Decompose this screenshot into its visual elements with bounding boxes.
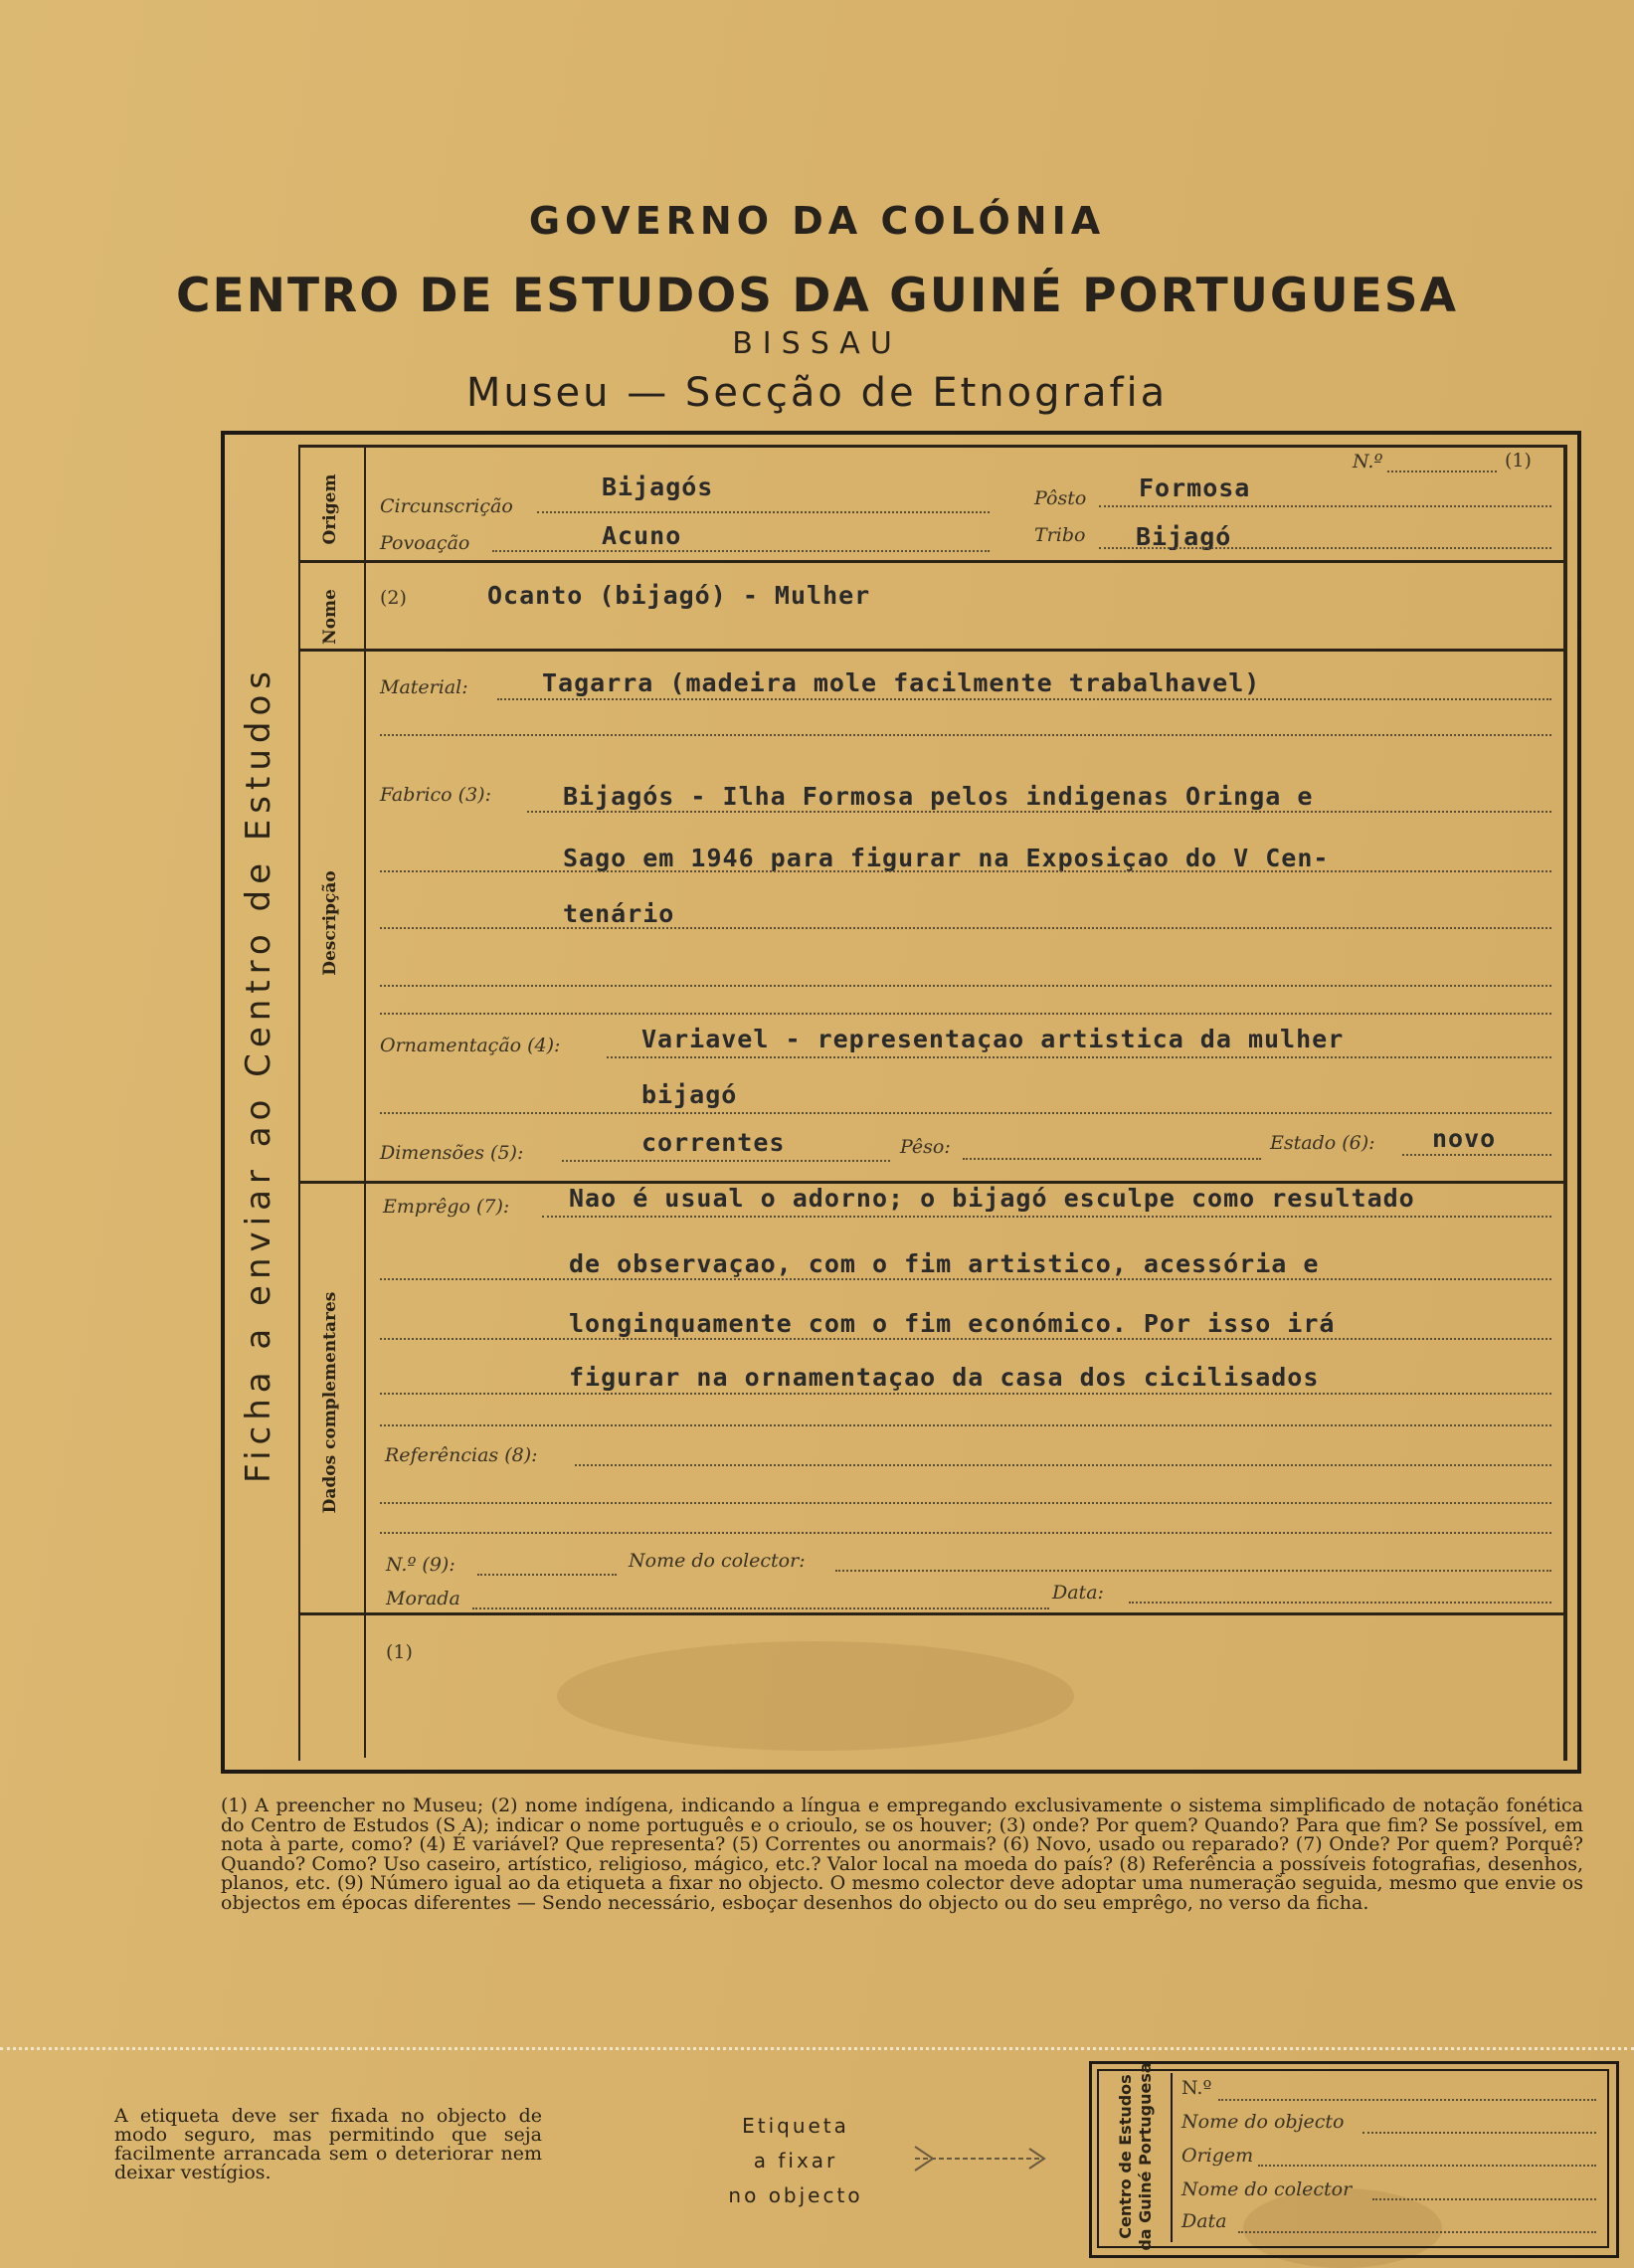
label-nome-colector-field[interactable]	[1372, 2198, 1596, 2200]
label-box-title-line-1: Centro de Estudos	[1116, 2074, 1135, 2239]
colector-field[interactable]	[835, 1570, 1551, 1572]
circunscricao-line	[537, 511, 990, 513]
nome-value[interactable]: Ocanto (bijagó) - Mulher	[487, 581, 871, 610]
ornamentacao-line-2[interactable]: bijagó	[641, 1080, 738, 1109]
label-origem-field[interactable]	[1258, 2165, 1596, 2167]
label-data: Data	[1181, 2210, 1227, 2232]
emprego-line-1[interactable]: Nao é usual o adorno; o bijagó esculpe como resultado	[569, 1184, 1415, 1213]
row-divider	[298, 560, 1565, 563]
emprego-line-4[interactable]: figurar na ornamentaçao da casa dos cicilisados	[569, 1363, 1320, 1392]
etiqueta-line-2: a fixar	[753, 2149, 838, 2173]
museum-note-mark: (1)	[386, 1641, 413, 1663]
peso-label: Pêso:	[900, 1136, 951, 1158]
tribo-line	[1099, 547, 1551, 549]
morada-label: Morada	[386, 1588, 460, 1609]
numero-field[interactable]	[1387, 471, 1497, 472]
section-label-dados: Dados complementares	[320, 1291, 340, 1514]
label-numero: N.º	[1181, 2077, 1212, 2099]
numero9-field[interactable]	[477, 1574, 617, 1576]
section-label-origem: Origem	[320, 473, 340, 545]
morada-field[interactable]	[472, 1607, 1049, 1609]
estado-value[interactable]: novo	[1432, 1124, 1497, 1153]
side-title: Ficha a enviar ao Centro de Estudos	[239, 664, 278, 1484]
fabrico-label: Fabrico (3):	[380, 784, 491, 806]
emprego-label: Emprêgo (7):	[383, 1196, 510, 1218]
row-divider	[298, 649, 1565, 652]
referencias-label: Referências (8):	[385, 1444, 538, 1466]
posto-value[interactable]: Formosa	[1139, 473, 1251, 502]
fabrico-line-1[interactable]: Bijagós - Ilha Formosa pelos indigenas Oringa e	[563, 782, 1314, 811]
fabrico-line	[380, 1013, 1551, 1015]
colector-label: Nome do colector:	[629, 1550, 806, 1572]
label-box-inner	[1097, 2069, 1609, 2248]
numero-label: N.º	[1353, 451, 1383, 472]
dimensoes-value[interactable]: correntes	[641, 1128, 786, 1157]
numero9-label: N.º (9):	[386, 1554, 455, 1576]
emprego-line	[380, 1393, 1551, 1395]
label-origem: Origem	[1181, 2145, 1254, 2167]
row-divider	[298, 1612, 1565, 1615]
peso-field[interactable]	[963, 1158, 1261, 1160]
numero-note: (1)	[1505, 450, 1532, 472]
emprego-line	[380, 1338, 1551, 1340]
estado-line	[1402, 1154, 1551, 1156]
tribo-label: Tribo	[1034, 524, 1086, 546]
referencias-field[interactable]	[575, 1464, 1551, 1466]
data-label: Data:	[1052, 1582, 1104, 1604]
perforation-line	[0, 2047, 1634, 2050]
fabrico-line	[380, 985, 1551, 987]
ornamentacao-line	[380, 1112, 1551, 1114]
fabrico-line-3[interactable]: tenário	[563, 899, 675, 928]
label-nome-colector: Nome do colector	[1181, 2178, 1353, 2200]
posto-line	[1099, 505, 1551, 507]
arrow-icon	[905, 2139, 1054, 2178]
label-box-title	[1116, 2062, 1156, 2250]
etiqueta-line-3: no objecto	[728, 2183, 863, 2207]
data-field[interactable]	[1129, 1602, 1551, 1604]
header-city: BISSAU	[732, 326, 902, 361]
estado-label: Estado (6):	[1270, 1132, 1375, 1154]
dimensoes-line	[562, 1160, 890, 1162]
ornamentacao-line-1[interactable]: Variavel - representaçao artistica da mulher	[641, 1025, 1345, 1053]
label-numero-field[interactable]	[1218, 2099, 1596, 2101]
emprego-line	[380, 1424, 1551, 1426]
material-value[interactable]: Tagarra (madeira mole facilmente trabalhavel)	[542, 668, 1261, 697]
material-line	[497, 698, 1551, 700]
tribo-value[interactable]: Bijagó	[1136, 522, 1232, 551]
header-museum-section: Museu — Secção de Etnografia	[465, 370, 1169, 416]
header-centre: CENTRO DE ESTUDOS DA GUINÉ PORTUGUESA	[176, 269, 1458, 323]
povoacao-line	[492, 550, 990, 552]
fabrico-line	[380, 870, 1551, 872]
circunscricao-label: Circunscrição	[380, 495, 513, 517]
section-label-nome: Nome	[320, 589, 340, 645]
section-label-descripcao: Descripção	[320, 870, 340, 976]
referencias-line	[380, 1502, 1551, 1504]
emprego-line-3[interactable]: longinquamente com o fim económico. Por isso irá	[569, 1309, 1336, 1338]
header-government: GOVERNO DA COLÓNIA	[528, 199, 1106, 243]
nome-note: (2)	[380, 587, 407, 609]
emprego-line	[542, 1216, 1551, 1218]
povoacao-value[interactable]: Acuno	[602, 521, 682, 550]
fabrico-line	[380, 927, 1551, 929]
section-divider	[364, 448, 366, 1758]
referencias-line	[380, 1532, 1551, 1534]
fabrico-line-2[interactable]: Sago em 1946 para figurar na Exposiçao do V Cen-	[563, 844, 1330, 872]
label-box-title-line-2: da Guiné Portuguesa	[1136, 2062, 1155, 2251]
circunscricao-value[interactable]: Bijagós	[602, 472, 714, 501]
posto-label: Pôsto	[1034, 487, 1087, 509]
stub-instructions: A etiqueta deve ser fixada no objecto de modo seguro, mas permitindo que seja facilmente arrancada sem o deteriorar nem deixar vestígios.	[114, 2105, 542, 2183]
ornamentacao-line	[607, 1056, 1551, 1058]
dimensoes-label: Dimensões (5):	[380, 1142, 524, 1164]
material-line	[380, 734, 1551, 736]
material-label: Material:	[380, 676, 468, 698]
emprego-line	[380, 1278, 1551, 1280]
label-data-field[interactable]	[1238, 2231, 1596, 2233]
povoacao-label: Povoação	[380, 532, 470, 554]
emprego-line-2[interactable]: de observaçao, com o fim artistico, acessória e	[569, 1249, 1320, 1278]
label-nome-objecto-field[interactable]	[1362, 2132, 1596, 2134]
fabrico-line	[527, 811, 1551, 813]
footnotes: (1) A preencher no Museu; (2) nome indígena, indicando a língua e empregando exclusivamente o sistema simplificado de notação fonética do Centro de Estudos (S A); indicar o nome português e o crioulo, se os houver; (3) onde? Por quem? Quando? Para que fim? Se possível, em nota à parte, como? (4) É variável? Que representa? (5) Correntes ou anormais? (6) Novo, usado ou reparado? (7) Onde? Por quem? Porquê? Quando? Como? Uso caseiro, artístico, religioso, mágico, etc.? Valor local na moeda do país? (8) Referência a possíveis fotografias, desenhos, planos, etc. (9) Número igual ao da etiqueta a fixar no objecto. O mesmo colector deve adoptar uma numeração seguida, mesmo que envie os objectos em épocas diferentes — Sendo necessário, esboçar desenhos do objecto ou do seu emprêgo, no verso da ficha.	[221, 1795, 1583, 1914]
form-inner-frame	[298, 445, 1567, 1761]
label-nome-objecto: Nome do objecto	[1181, 2111, 1345, 2133]
etiqueta-line-1: Etiqueta	[742, 2114, 849, 2138]
ornamentacao-label: Ornamentação (4):	[380, 1035, 561, 1056]
